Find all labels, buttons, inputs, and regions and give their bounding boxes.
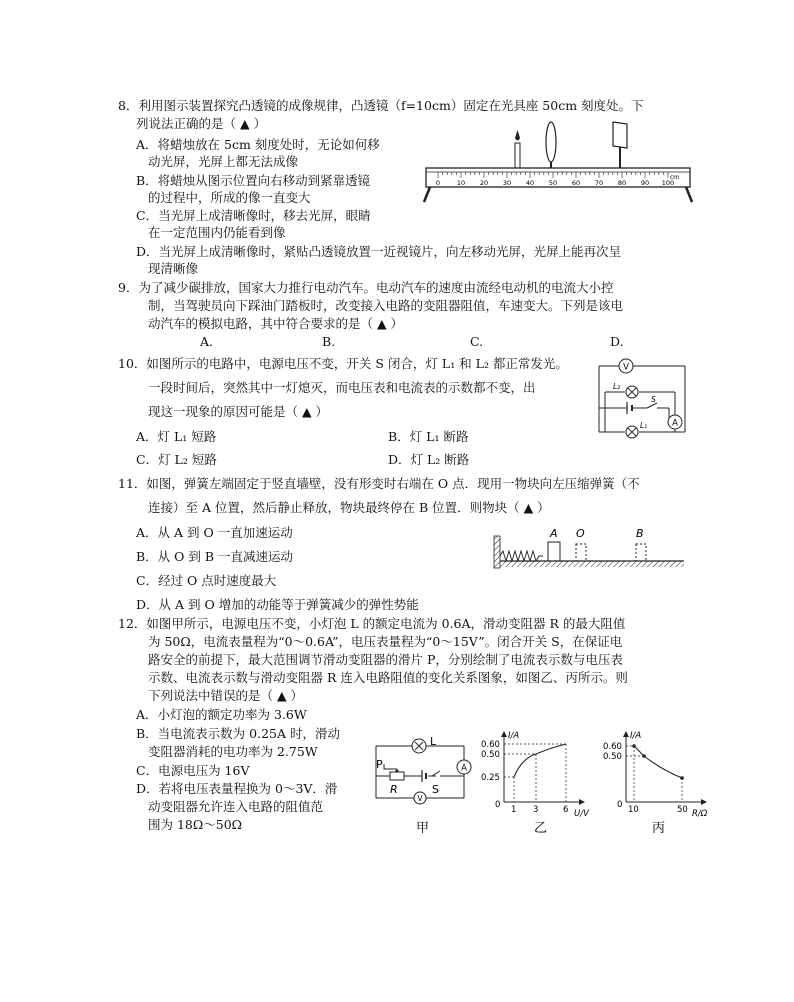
svg-text:0.50: 0.50	[603, 752, 622, 762]
q12-line3: 路安全的前提下，最大范围调节滑动变阻器的滑片 P，分别绘制了电流表示数与电压表	[148, 652, 623, 667]
q11-option-b: B．从 O 到 B 一直减速运动	[136, 549, 294, 564]
svg-text:P: P	[376, 758, 383, 771]
q10-line3: 现这一现象的原因可能是（ ▲ ）	[148, 404, 329, 419]
q8-option-c-2: 在一定范围内仍能看到像	[148, 225, 286, 240]
light-screen-icon	[613, 122, 627, 175]
q8-option-a-2: 动光屏，光屏上都无法成像	[148, 154, 299, 169]
q12-option-a: A．小灯泡的额定功率为 3.6W	[136, 707, 307, 722]
bench-tick-label: 80	[617, 179, 627, 187]
svg-text:0.25: 0.25	[481, 773, 500, 783]
bench-tick-label: 10	[456, 179, 466, 187]
caption-jia: 甲	[416, 821, 430, 836]
convex-lens-icon	[546, 122, 556, 175]
svg-text:I/A: I/A	[630, 731, 642, 741]
q9-line1: 9．为了减少碳排放，国家大力推行电动汽车。电动汽车的速度由流经电动机的电流大小控	[118, 280, 614, 295]
q11-option-d: D．从 A 到 O 增加的动能等于弹簧减少的弹性势能	[136, 597, 419, 612]
svg-text:S: S	[432, 783, 439, 796]
caption-bing: 丙	[652, 821, 666, 836]
svg-text:50: 50	[677, 805, 688, 815]
svg-text:R: R	[390, 783, 398, 796]
bench-tick-label: 60	[571, 179, 581, 187]
q12-line1: 12．如图甲所示，电源电压不变，小灯泡 L 的额定电流为 0.6A，滑动变阻器 R 的最大阻值	[118, 616, 626, 631]
q12-line5: 下列说法中错误的是（ ▲ ）	[148, 688, 304, 703]
spring-block-figure	[492, 524, 686, 572]
q12-line4: 示数、电流表示数与滑动变阻器 R 连入电路阻值的变化关系图象，如图乙、丙所示。则	[148, 670, 628, 685]
q10-line2: 一段时间后，突然其中一灯熄灭，而电压表和电流表的示数都不变，出	[148, 380, 536, 395]
q11-line1: 11．如图，弹簧左端固定于竖直墙壁，没有形变时右端在 O 点．现用一物块向左压缩弹簧（不	[118, 476, 640, 491]
bing-curve	[634, 746, 682, 778]
q8-option-a-1: A．将蜡烛放在 5cm 刻度处时，无论如何移	[136, 137, 380, 152]
rheostat-icon	[390, 772, 404, 780]
svg-text:0.60: 0.60	[603, 742, 622, 752]
svg-text:R/Ω: R/Ω	[692, 809, 708, 819]
q11-option-a: A．从 A 到 O 一直加速运动	[136, 525, 293, 540]
svg-text:S: S	[651, 395, 656, 404]
q10-line1: 10．如图所示的电路中，电源电压不变，开关 S 闭合，灯 L₁ 和 L₂ 都正常发光。	[118, 356, 568, 371]
q12-option-d-1: D．若将电压表量程换为 0～3V．滑	[136, 781, 338, 796]
q12-option-b-1: B．当电流表示数为 0.25A 时，滑动	[136, 726, 340, 741]
svg-text:0.50: 0.50	[481, 750, 500, 760]
svg-text:V: V	[417, 794, 423, 803]
svg-text:A: A	[550, 527, 558, 540]
q9-option-a: A.	[200, 334, 214, 349]
svg-text:L: L	[430, 735, 437, 748]
q12-option-b-2: 变阻器消耗的电功率为 2.75W	[148, 744, 318, 759]
q12-graph-bing	[600, 728, 714, 838]
svg-text:0: 0	[495, 800, 501, 810]
bench-tick-label: 20	[479, 179, 489, 187]
svg-text:B: B	[636, 527, 644, 540]
q10-option-d: D．灯 L₂ 断路	[388, 452, 470, 467]
q10-option-c: C．灯 L₂ 短路	[136, 452, 217, 467]
q8-option-b-2: 的过程中，所成的像一直变大	[148, 190, 311, 205]
q11-line2: 连接）至 A 位置，然后静止释放，物块最终停在 B 位置．则物块（ ▲ ）	[148, 500, 550, 515]
svg-text:L₁: L₁	[640, 421, 648, 430]
bench-tick-label: 30	[502, 179, 512, 187]
switch-icon	[432, 771, 440, 776]
q8-option-d-1: D．当光屏上成清晰像时，紧贴凸透镜放置一近视镜片，向左移动光屏，光屏上能再次呈	[136, 244, 622, 259]
q8-line1: 8．利用图示装置探究凸透镜的成像规律，凸透镜（f=10cm）固定在光具座 50cm 刻度处。下	[118, 98, 644, 113]
spring-icon	[500, 551, 543, 561]
svg-text:1: 1	[511, 805, 517, 815]
bench-tick-label: 0	[435, 179, 441, 187]
q12-option-c: C．电源电压为 16V	[136, 763, 250, 778]
q8-line2: 列说法正确的是（ ▲ ）	[136, 116, 267, 131]
q10-circuit-figure	[597, 356, 689, 438]
q12-graph-yi	[478, 728, 592, 838]
svg-text:V: V	[623, 362, 629, 373]
svg-text:U/V: U/V	[574, 809, 589, 819]
bench-tick-label: 100	[661, 179, 675, 187]
bench-tick-label: 50	[548, 179, 558, 187]
svg-text:0.60: 0.60	[481, 740, 500, 750]
q12-option-d-3: 围为 18Ω～50Ω	[148, 817, 243, 832]
q12-circuit-jia	[370, 736, 470, 838]
yi-curve	[514, 744, 566, 777]
q10-option-a: A．灯 L₁ 短路	[136, 429, 217, 444]
svg-text:A: A	[672, 418, 678, 429]
q8-option-c-1: C．当光屏上成清晰像时，移去光屏，眼睛	[136, 208, 371, 223]
optical-bench-figure	[420, 118, 696, 206]
q12-option-d-2: 动变阻器允许连入电路的阻值范	[148, 799, 324, 814]
svg-text:3: 3	[533, 805, 539, 815]
q9-option-c: C.	[470, 334, 484, 349]
bench-tick-label: 70	[594, 179, 604, 187]
q9-line3: 动汽车的模拟电路，其中符合要求的是（ ▲ ）	[148, 316, 404, 331]
q10-option-b: B．灯 L₁ 断路	[388, 429, 469, 444]
svg-text:I/A: I/A	[508, 731, 520, 741]
q12-line2: 为 50Ω，电流表量程为“0～0.6A”，电压表量程为“0～15V”。闭合开关 S，在保证电	[148, 634, 623, 649]
caption-yi: 乙	[534, 821, 548, 836]
q9-option-d: D.	[610, 334, 624, 349]
q9-option-b: B.	[322, 334, 336, 349]
svg-text:0: 0	[617, 800, 623, 810]
svg-text:A: A	[461, 763, 467, 774]
q9-line2: 制，当驾驶员向下踩油门踏板时，改变接入电路的变阻器阻值，车速变大。下列是该电	[148, 298, 624, 313]
block-icon	[548, 542, 560, 561]
svg-text:6: 6	[563, 805, 569, 815]
svg-text:O: O	[576, 527, 585, 540]
bench-unit-label: cm	[670, 174, 680, 181]
q11-option-c: C．经过 O 点时速度最大	[136, 573, 277, 588]
q8-option-d-2: 现清晰像	[148, 261, 199, 276]
bench-tick-label: 90	[640, 179, 650, 187]
q8-option-b-1: B．将蜡烛从图示位置向右移动到紧靠透镜	[136, 173, 371, 188]
bench-tick-label: 40	[525, 179, 535, 187]
svg-text:10: 10	[628, 805, 639, 815]
svg-text:L₂: L₂	[613, 382, 621, 391]
